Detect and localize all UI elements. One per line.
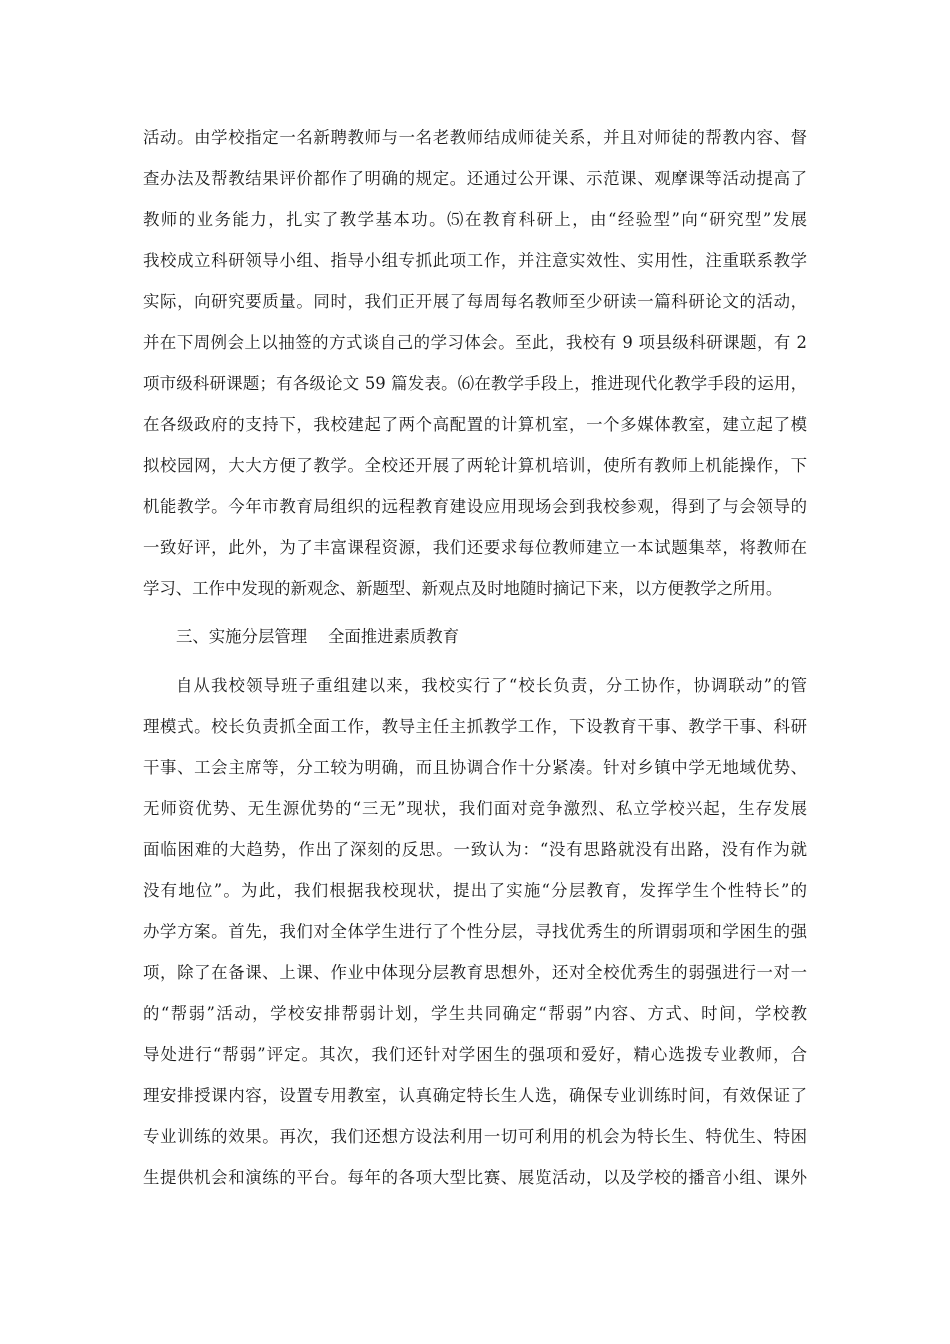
text-line: 一致好评，此外，为了丰富课程资源，我们还要求每位教师建立一本试题集萃，将教师在 — [143, 538, 807, 557]
text-line: 拟校园网，大大方便了教学。全校还开展了两轮计算机培训，使所有教师上机能操作，下 — [143, 456, 807, 475]
text-line: 自从我校领导班子重组建以来，我校实行了“校长负责，分工协作，协调联动”的管 — [176, 676, 807, 695]
text-line: 的“帮弱”活动，学校安排帮弱计划，学生共同确定“帮弱”内容、方式、时间，学校教 — [143, 1004, 807, 1023]
text-line: 干事、工会主席等，分工较为明确，而且协调合作十分紧凑。针对乡镇中学无地域优势、 — [143, 758, 807, 777]
text-line: 导处进行“帮弱”评定。其次，我们还针对学困生的强项和爱好，精心选拨专业教师，合 — [143, 1045, 807, 1064]
text-line: 理安排授课内容，设置专用教室，认真确定特长生人选，确保专业训练时间，有效保证了 — [143, 1086, 807, 1105]
text-line: 办学方案。首先，我们对全体学生进行了个性分层，寻找优秀生的所谓弱项和学困生的强 — [143, 922, 807, 941]
text-line: 项市级科研课题；有各级论文 59 篇发表。⑹在教学手段上，推进现代化教学手段的运用， — [143, 374, 807, 393]
text-line: 并在下周例会上以抽签的方式谈自己的学习体会。至此，我校有 9 项县级科研课题，有 2 — [143, 333, 807, 352]
text-line: 面临困难的大趋势，作出了深刻的反思。一致认为：“没有思路就没有出路，没有作为就 — [143, 840, 807, 859]
text-line: 学习、工作中发现的新观念、新题型、新观点及时地随时摘记下来，以方便教学之所用。 — [143, 579, 783, 598]
text-line: 生提供机会和演练的平台。每年的各项大型比赛、展览活动，以及学校的播音小组、课外 — [143, 1168, 807, 1187]
section-heading: 三、实施分层管理 全面推进素质教育 — [176, 627, 460, 646]
text-line: 机能教学。今年市教育局组织的远程教育建设应用现场会到我校参观，得到了与会领导的 — [143, 497, 807, 516]
text-line: 理模式。校长负责抓全面工作，教导主任主抓教学工作，下设教育干事、教学干事、科研 — [143, 717, 807, 736]
text-line: 无师资优势、无生源优势的“三无”现状，我们面对竞争激烈、私立学校兴起，生存发展 — [143, 799, 807, 818]
text-line: 没有地位”。为此，我们根据我校现状，提出了实施“分层教育，发挥学生个性特长”的 — [143, 881, 807, 900]
text-line: 专业训练的效果。再次，我们还想方设法利用一切可利用的机会为特长生、特优生、特困 — [143, 1127, 807, 1146]
text-line: 我校成立科研领导小组、指导小组专抓此项工作，并注意实效性、实用性，注重联系教学 — [143, 251, 807, 270]
text-line: 实际，向研究要质量。同时，我们正开展了每周每名教师至少研读一篇科研论文的活动， — [143, 292, 807, 311]
text-line: 在各级政府的支持下，我校建起了两个高配置的计算机室，一个多媒体教室，建立起了模 — [143, 415, 807, 434]
text-line: 项，除了在备课、上课、作业中体现分层教育思想外，还对全校优秀生的弱强进行一对一 — [143, 963, 807, 982]
text-line: 查办法及帮教结果评价都作了明确的规定。还通过公开课、示范课、观摩课等活动提高了 — [143, 169, 807, 188]
text-line: 教师的业务能力，扎实了教学基本功。⑸在教育科研上，由“经验型”向“研究型”发展 — [143, 210, 807, 229]
text-line: 活动。由学校指定一名新聘教师与一名老教师结成师徒关系，并且对师徒的帮教内容、督 — [143, 128, 807, 147]
